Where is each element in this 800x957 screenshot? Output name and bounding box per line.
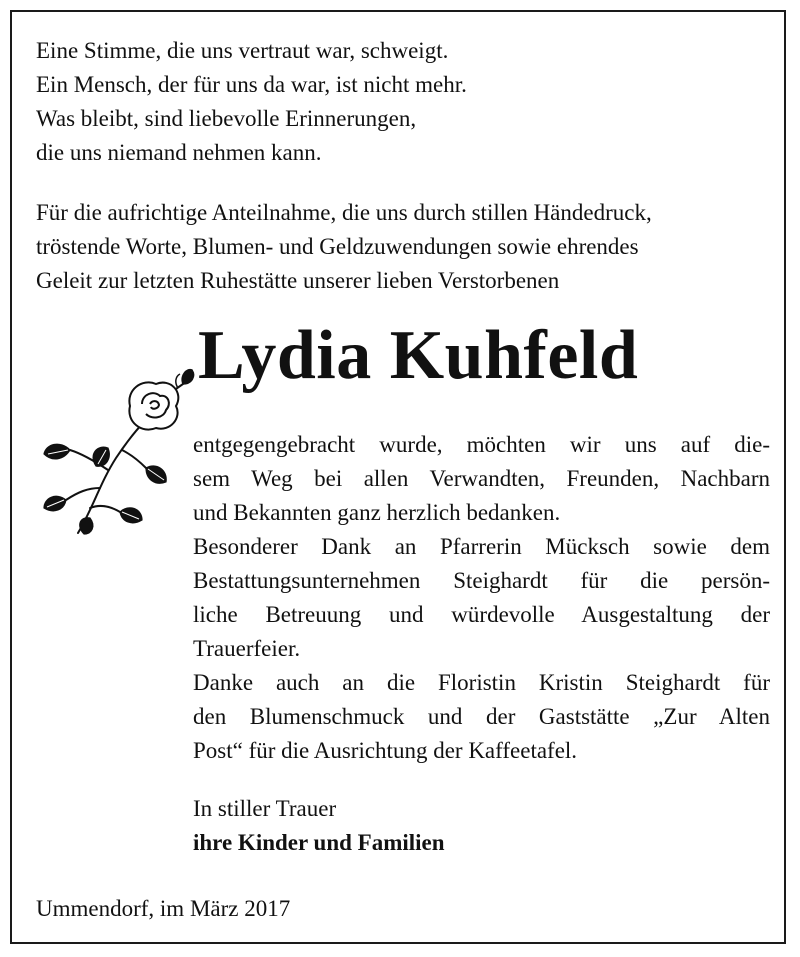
body-line: entgegengebracht wurde, möchten wir uns auf die- <box>193 432 770 457</box>
place-and-date: Ummendorf, im März 2017 <box>36 896 291 921</box>
thanks-intro <box>36 196 652 298</box>
signature-block <box>193 792 445 860</box>
body-line: Besonderer Dank an Pfarrerin Mücksch sowie dem <box>193 534 770 559</box>
thanks-body <box>193 428 770 768</box>
rose-icon <box>38 358 198 548</box>
body-line: Danke auch an die Floristin Kristin Steighardt für <box>193 670 770 695</box>
body-line: sem Weg bei allen Verwandten, Freunden, Nachbarn <box>193 466 770 491</box>
body-line: und Bekannten ganz herzlich bedanken. <box>193 500 561 525</box>
verse-line: die uns niemand nehmen kann. <box>36 140 322 165</box>
signatories: ihre Kinder und Familien <box>193 830 445 855</box>
thanks-line: Geleit zur letzten Ruhestätte unserer lieben Verstorbenen <box>36 268 560 293</box>
body-line: liche Betreuung und würdevolle Ausgestaltung der <box>193 602 770 627</box>
obituary-notice <box>10 10 786 944</box>
closing-phrase: In stiller Trauer <box>193 796 337 821</box>
body-line: den Blumenschmuck und der Gaststätte „Zur Alten <box>193 704 770 729</box>
body-line: Post“ für die Ausrichtung der Kaffeetafel. <box>193 738 578 763</box>
thanks-line: tröstende Worte, Blumen- und Geldzuwendungen sowie ehrendes <box>36 234 639 259</box>
deceased-name: Lydia Kuhfeld <box>198 317 639 394</box>
verse-line: Ein Mensch, der für uns da war, ist nicht mehr. <box>36 72 467 97</box>
verse-line: Eine Stimme, die uns vertraut war, schweigt. <box>36 38 449 63</box>
body-line: Trauerfeier. <box>193 636 301 661</box>
memorial-verse <box>36 34 467 170</box>
verse-line: Was bleibt, sind liebevolle Erinnerungen, <box>36 106 417 131</box>
body-line: Bestattungsunternehmen Steighardt für die persön- <box>193 568 770 593</box>
thanks-line: Für die aufrichtige Anteilnahme, die uns durch stillen Händedruck, <box>36 200 652 225</box>
